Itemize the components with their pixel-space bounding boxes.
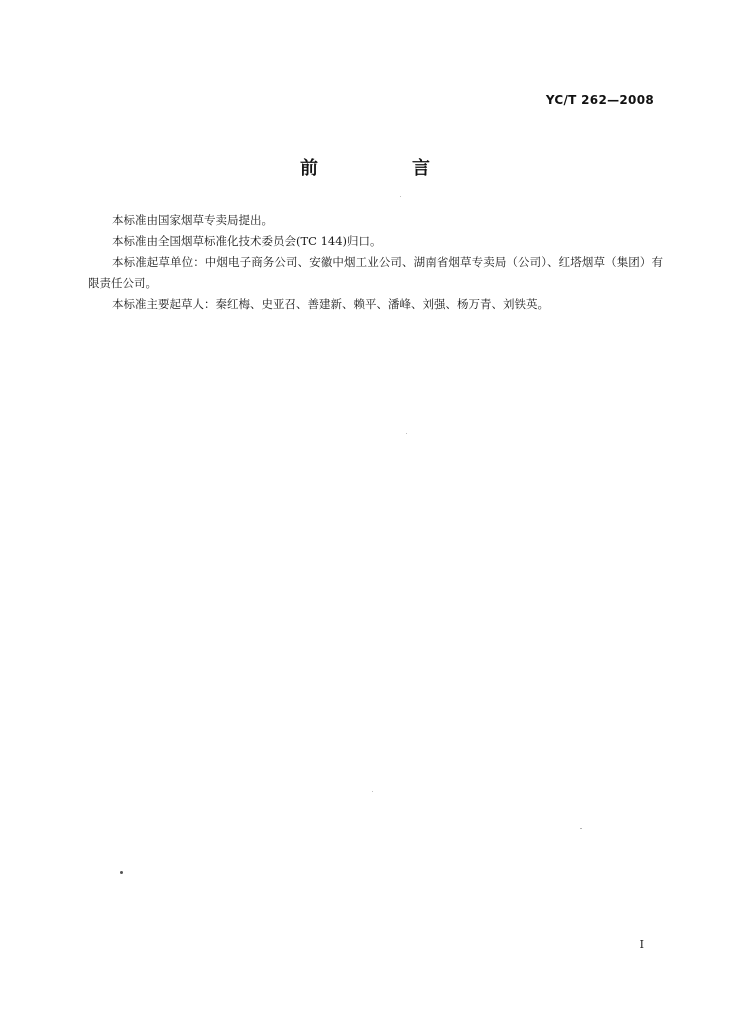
page-number: I bbox=[639, 938, 644, 951]
foreword-body bbox=[88, 210, 663, 315]
paragraph-proposer: 本标准由国家烟草专卖局提出。 bbox=[112, 213, 273, 227]
paragraph-drafters: 本标准主要起草人：秦红梅、史亚召、善建新、赖平、潘峰、刘强、杨万青、刘铁英。 bbox=[112, 297, 549, 311]
page-title: 前 言 bbox=[300, 158, 468, 179]
scan-speck bbox=[120, 871, 123, 874]
standard-code: YC/T 262—2008 bbox=[545, 93, 654, 107]
scan-speck bbox=[406, 433, 407, 434]
scan-speck bbox=[372, 791, 373, 792]
paragraph-committee: 本标准由全国烟草标准化技术委员会(TC 144)归口。 bbox=[112, 234, 382, 248]
scan-speck bbox=[400, 196, 401, 197]
scan-speck bbox=[580, 828, 582, 829]
paragraph-drafting-units: 本标准起草单位：中烟电子商务公司、安徽中烟工业公司、湖南省烟草专卖局（公司）、红塔烟草（集团）有限责任公司。 bbox=[88, 255, 663, 290]
